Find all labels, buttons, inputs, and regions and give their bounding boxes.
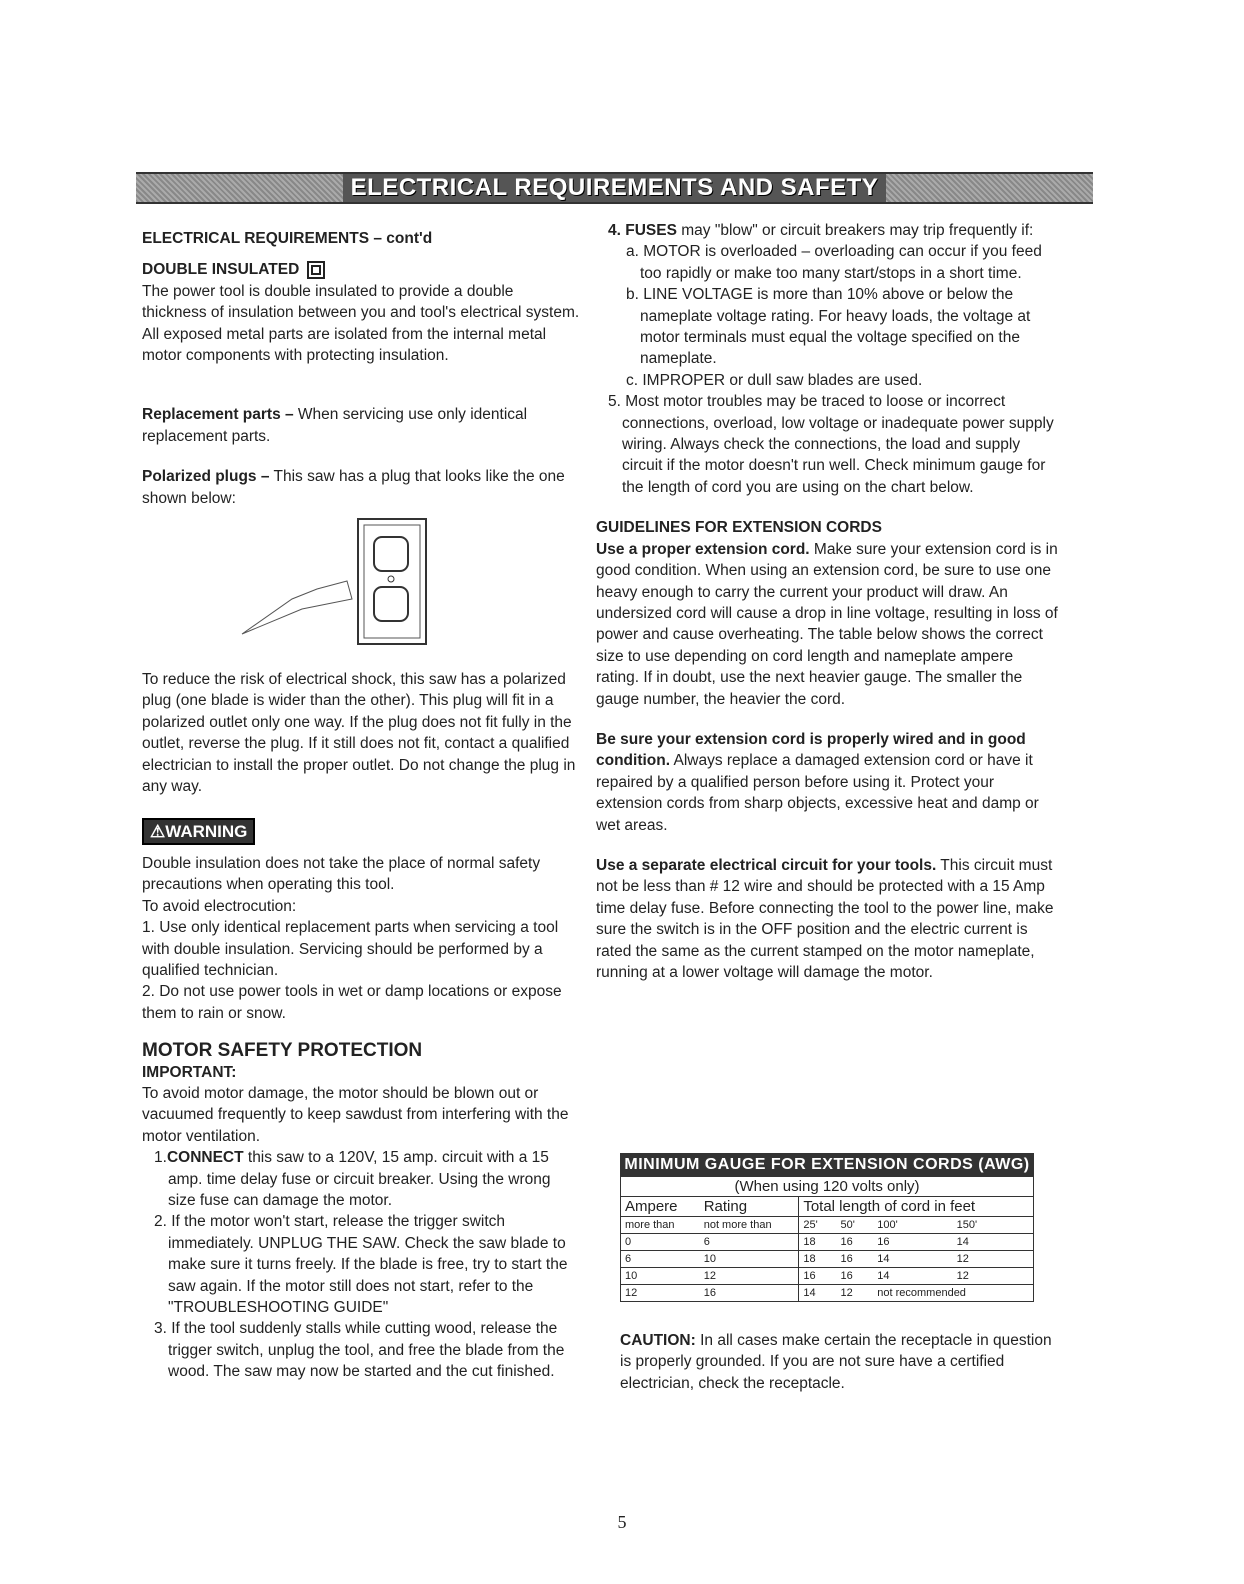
table-subtitle: (When using 120 volts only) (621, 1177, 1034, 1197)
caution-text: CAUTION: In all cases make certain the receptacle in question is properly grounded. If you are not sure have a certified electrician, check the receptacle. (620, 1332, 1052, 1392)
table-row: 10 12 16 16 14 12 (621, 1268, 1034, 1285)
page-number: 5 (617, 1512, 627, 1532)
right-column (596, 220, 1058, 983)
left-column (142, 228, 582, 1383)
fuse-subitem: c. IMPROPER or dull saw blades are used. (626, 371, 923, 389)
header-length: Total length of cord in feet (799, 1197, 1034, 1217)
header-rating: Rating (700, 1197, 799, 1217)
table-row: 0 6 18 16 16 14 (621, 1234, 1034, 1251)
guidelines-text: Use a proper extension cord. Make sure your extension cord is in good condition. When using an extension cord, be sure to use one heavy enough to carry the current your product will draw. An undersized cord will cause a drop in line voltage, resulting in loss of power and cause overheating. The table below shows the correct size to use depending on cord length and nameplate ampere rating. If in doubt, use the next heavier gauge. The smaller the gauge number, the heavier the cord. (596, 540, 1058, 708)
table-row: 6 10 18 16 14 12 (621, 1251, 1034, 1268)
table-subheader: more than not more than 25' 50' 100' 150' (621, 1217, 1034, 1234)
important-label: IMPORTANT: (142, 1063, 237, 1081)
polarized-plug-outlet-icon (142, 509, 582, 669)
subheading: ELECTRICAL REQUIREMENTS – cont'd (142, 230, 433, 247)
warning-label: ⚠WARNING (142, 818, 255, 845)
fuses-item: 4. FUSES may "blow" or circuit breakers may trip frequently if: (608, 222, 1034, 239)
polarized-plugs: Polarized plugs – This saw has a plug that looks like the one shown below: (142, 468, 565, 507)
motor-item: 2. If the motor won't start, release the trigger switch immediately. UNPLUG THE SAW. Check the saw blade to make sure it turns freely. If the blade is free, try to start the saw again. If the motor still does not start, refer to the "TROUBLESHOOTING GUIDE" (154, 1213, 568, 1317)
table-row: 12 16 14 12 not recommended (621, 1285, 1034, 1302)
motor-item: 3. If the tool suddenly stalls while cutting wood, release the trigger switch, unplug the tool, and free the blade from the wood. The saw may now be started and the cut finished. (154, 1320, 565, 1381)
double-insulated-heading: DOUBLE INSULATED (142, 259, 582, 280)
motor-text: To avoid motor damage, the motor should be blown out or vacuumed frequently to keep sawdust from interfering with the motor ventilation. (142, 1084, 569, 1145)
polarized-plug-text: To reduce the risk of electrical shock, this saw has a polarized plug (one blade is wider than the other). This plug will fit in a polarized outlet only one way. If the plug does not fit fully in the outlet, reverse the plug. If it still does not fit, contact a qualified electrician to install the proper outlet. Do not change the plug in any way. (142, 671, 576, 796)
banner-title: ELECTRICAL REQUIREMENTS AND SAFETY (343, 174, 887, 202)
table-title: MINIMUM GAUGE FOR EXTENSION CORDS (AWG) (620, 1153, 1034, 1176)
motor-safety-heading: MOTOR SAFETY PROTECTION (142, 1040, 423, 1062)
separate-circuit-text: Use a separate electrical circuit for your tools. This circuit must not be less than # 12 wire and should be protected with a 15 Amp time delay fuse. Before connecting the tool to the power line, make sure the switch is in the OFF position and the electric current is rated the same as the current stamped on the motor nameplate, running at a lower voltage will damage the motor. (596, 856, 1054, 981)
plug-illustration (142, 509, 582, 669)
replacement-parts: Replacement parts – When servicing use only identical replacement parts. (142, 406, 528, 445)
fuse-subitem: a. MOTOR is overloaded – overloading can occur if you feed too rapidly or make too many start/stops in a short time. (626, 243, 1042, 282)
fuse-subitem: b. LINE VOLTAGE is more than 10% above or below the nameplate voltage rating. For heavy loads, the voltage at motor terminals must equal the voltage specified on the nameplate. (626, 286, 1031, 368)
item-5: 5. Most motor troubles may be traced to loose or incorrect connections, overload, low voltage or inadequate power supply wiring. Always check the connections, the load and supply circuit if the motor doesn't run well. Check minimum gauge for the length of cord you are using on the chart below. (608, 393, 1054, 496)
header-ampere: Ampere (621, 1197, 700, 1217)
warning-line: To avoid electrocution: (142, 897, 297, 915)
motor-item: 1.CONNECT this saw to a 120V, 15 amp. circuit with a 15 amp. time delay fuse or circuit breaker. Using the wrong size fuse can damage the motor. (154, 1149, 551, 1209)
double-insulated-icon (307, 261, 325, 279)
wired-text: Be sure your extension cord is properly wired and in good condition. Always replace a damaged extension cord or have it repaired by a qualified person before using it. Protect your extension cords from sharp objects, excessive heat and damp or wet areas. (596, 730, 1039, 834)
section-banner (136, 172, 1093, 204)
extension-cord-gauge-table (620, 1153, 1034, 1302)
warning-line: 2. Do not use power tools in wet or damp locations or expose them to rain or snow. (142, 983, 562, 1022)
warning-line: Double insulation does not take the place of normal safety precautions when operating this tool. (142, 854, 541, 894)
warning-line: 1. Use only identical replacement parts when servicing a tool with double insulation. Servicing should be performed by a qualified technician. (142, 919, 559, 979)
guidelines-heading: GUIDELINES FOR EXTENSION CORDS (596, 519, 882, 537)
double-insulated-text: The power tool is double insulated to provide a double thickness of insulation between you and tool's electrical system. All exposed metal parts are isolated from the internal metal motor components with protecting insulation. (142, 282, 580, 365)
